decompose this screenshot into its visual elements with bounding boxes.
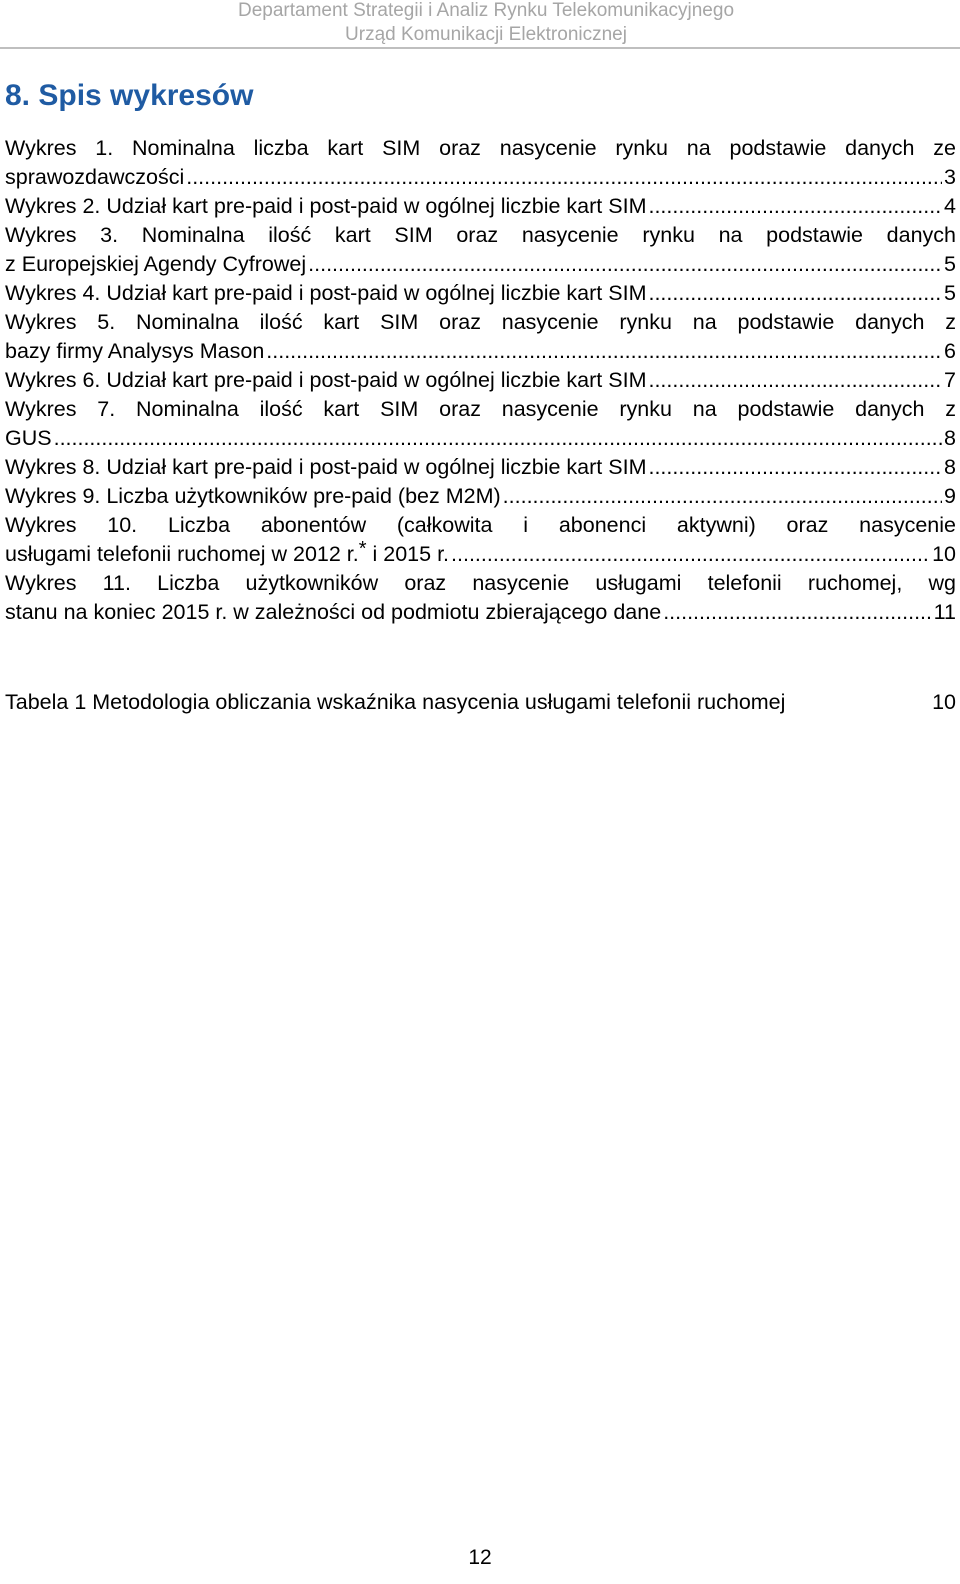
dot-leader	[266, 337, 942, 366]
toc-page-number: 10	[932, 542, 956, 566]
toc-entry-text: Wykres 6. Udział kart pre-paid i post-paid w ogólnej liczbie kart SIM	[5, 368, 647, 392]
toc-entry-2[interactable]	[5, 192, 956, 221]
dot-leader	[648, 192, 942, 221]
toc-entry-6[interactable]	[5, 366, 956, 395]
toc-entry-text: bazy firmy Analysys Mason	[5, 339, 265, 363]
toc-entry-7[interactable]	[5, 395, 956, 453]
toc-entry-5[interactable]	[5, 308, 956, 366]
toc-entry-8[interactable]	[5, 453, 956, 482]
page-header	[0, 0, 960, 52]
toc-entry-1[interactable]	[5, 134, 956, 192]
toc-page-number: 5	[944, 281, 956, 305]
toc-entry-text: Wykres 5. Nominalna ilość kart SIM oraz nasycenie rynku na podstawie danych z	[5, 310, 956, 334]
toc-entry-text: Wykres 8. Udział kart pre-paid i post-paid w ogólnej liczbie kart SIM	[5, 455, 647, 479]
toc-entry-text: Wykres 2. Udział kart pre-paid i post-paid w ogólnej liczbie kart SIM	[5, 194, 647, 218]
dot-leader	[503, 482, 942, 511]
toc-page-number: 4	[944, 194, 956, 218]
page-number: 12	[468, 1546, 492, 1569]
toc-entry-3[interactable]	[5, 221, 956, 279]
toc-entry-11[interactable]	[5, 569, 956, 627]
toc-entry-text: GUS	[5, 426, 52, 450]
toc-entry-text: Wykres 11. Liczba użytkowników oraz nasycenie usługami telefonii ruchomej, wg	[5, 571, 956, 595]
toc-entry-text: usługami telefonii ruchomej w 2012 r.* i 2015 r.	[5, 538, 450, 566]
table-entry-page-number: 10	[932, 690, 956, 714]
toc-page-number: 3	[944, 165, 956, 189]
list-of-tables-entry-1[interactable]	[5, 688, 956, 717]
toc-page-number: 5	[944, 252, 956, 276]
toc-page-number: 6	[944, 339, 956, 363]
asterisk-mark: *	[358, 538, 367, 560]
toc-page-number: 7	[944, 368, 956, 392]
toc-page-number: 8	[944, 426, 956, 450]
toc-entry-text: stanu na koniec 2015 r. w zależności od podmiotu zbierającego dane	[5, 600, 662, 624]
list-of-charts	[5, 134, 956, 627]
toc-entry-text: Wykres 4. Udział kart pre-paid i post-paid w ogólnej liczbie kart SIM	[5, 281, 647, 305]
section-title: 8. Spis wykresów	[5, 79, 254, 112]
dot-leader	[648, 279, 942, 308]
toc-page-number: 11	[933, 600, 956, 624]
toc-entry-text: Wykres 7. Nominalna ilość kart SIM oraz nasycenie rynku na podstawie danych z	[5, 397, 956, 421]
toc-entry-4[interactable]	[5, 279, 956, 308]
toc-entry-text: Wykres 3. Nominalna ilość kart SIM oraz nasycenie rynku na podstawie danych	[5, 223, 956, 247]
dot-leader	[451, 540, 930, 569]
dot-leader	[663, 598, 931, 627]
header-office: Urząd Komunikacji Elektronicznej	[345, 24, 627, 45]
toc-entry-10[interactable]	[5, 511, 956, 569]
table-entry-text: Tabela 1 Metodologia obliczania wskaźnika nasycenia usługami telefonii ruchomej	[5, 690, 786, 714]
header-divider	[0, 47, 960, 49]
toc-entry-9[interactable]	[5, 482, 956, 511]
toc-entry-text: Wykres 9. Liczba użytkowników pre-paid (bez M2M)	[5, 484, 501, 508]
toc-page-number: 8	[944, 455, 956, 479]
dot-leader	[648, 366, 942, 395]
header-department: Departament Strategii i Analiz Rynku Telekomunikacyjnego	[237, 0, 735, 21]
toc-entry-text: sprawozdawczości	[5, 165, 185, 189]
dot-leader	[648, 453, 942, 482]
toc-entry-text: z Europejskiej Agendy Cyfrowej	[5, 252, 307, 276]
dot-leader	[308, 250, 942, 279]
dot-leader	[186, 163, 942, 192]
dot-leader	[54, 424, 942, 453]
toc-entry-text: Wykres 1. Nominalna liczba kart SIM oraz nasycenie rynku na podstawie danych ze	[5, 136, 956, 160]
toc-page-number: 9	[944, 484, 956, 508]
toc-entry-text: Wykres 10. Liczba abonentów (całkowita i abonenci aktywni) oraz nasycenie	[5, 513, 956, 537]
